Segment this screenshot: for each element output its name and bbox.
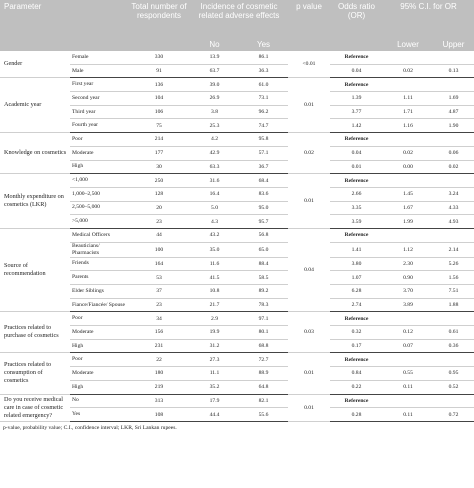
table-row <box>0 160 474 174</box>
category-label: Parents <box>70 271 128 285</box>
ci-lower-cell: 0.90 <box>383 271 433 285</box>
ci-upper-cell <box>433 312 474 326</box>
category-label: Fourth year <box>70 119 128 133</box>
incidence-no-cell: 11.1 <box>190 367 239 381</box>
ci-lower-cell <box>383 51 433 64</box>
ci-upper-cell: 0.52 <box>433 380 474 394</box>
parameter-label: Monthly expenditure on cosmetics (LKR) <box>0 174 70 229</box>
table-row <box>0 326 474 340</box>
odds-ratio-cell: 3.35 <box>330 201 383 215</box>
header-no: No <box>190 37 239 51</box>
respondents-cell: 108 <box>128 408 190 422</box>
p-value-cell: 0.04 <box>288 228 330 311</box>
respondents-cell: 219 <box>128 380 190 394</box>
category-label: Fiance/Fiancée/ Spouse <box>70 298 128 312</box>
ci-lower-cell <box>383 133 433 147</box>
ci-upper-cell: 0.61 <box>433 326 474 340</box>
table-row <box>0 285 474 299</box>
ci-upper-cell: 4.33 <box>433 201 474 215</box>
ci-upper-cell: 0.13 <box>433 64 474 78</box>
ci-lower-cell: 2.30 <box>383 257 433 271</box>
ci-upper-cell: 2.14 <box>433 242 474 257</box>
category-label: High <box>70 160 128 174</box>
table-row <box>0 339 474 353</box>
incidence-no-cell: 27.3 <box>190 353 239 367</box>
category-label: First year <box>70 78 128 92</box>
incidence-yes-cell: 97.1 <box>239 312 288 326</box>
ci-lower-cell: 0.12 <box>383 326 433 340</box>
ci-lower-cell: 1.67 <box>383 201 433 215</box>
incidence-yes-cell: 68.8 <box>239 339 288 353</box>
respondents-cell: 44 <box>128 228 190 242</box>
table-row <box>0 257 474 271</box>
ci-lower-cell <box>383 78 433 92</box>
odds-ratio-cell: Reference <box>330 228 383 242</box>
incidence-no-cell: 4.3 <box>190 215 239 229</box>
parameter-label: Knowledge on cosmetics <box>0 133 70 174</box>
category-label: <1,000 <box>70 174 128 188</box>
table-row <box>0 92 474 106</box>
odds-ratio-cell: Reference <box>330 312 383 326</box>
incidence-yes-cell: 83.6 <box>239 187 288 201</box>
incidence-yes-cell: 64.8 <box>239 380 288 394</box>
table-row <box>0 119 474 133</box>
header-spacer-5 <box>330 37 383 51</box>
category-label: High <box>70 339 128 353</box>
odds-ratio-cell: 0.22 <box>330 380 383 394</box>
ci-upper-cell <box>433 353 474 367</box>
respondents-cell: 330 <box>128 51 190 64</box>
ci-upper-cell: 0.06 <box>433 146 474 160</box>
incidence-no-cell: 17.9 <box>190 394 239 408</box>
header-spacer <box>70 0 128 37</box>
incidence-yes-cell: 80.1 <box>239 326 288 340</box>
header-respondents: Total number of respondents <box>128 0 190 37</box>
odds-ratio-cell: 0.01 <box>330 160 383 174</box>
incidence-yes-cell: 82.1 <box>239 394 288 408</box>
incidence-yes-cell: 95.8 <box>239 133 288 147</box>
incidence-no-cell: 39.0 <box>190 78 239 92</box>
category-label: 2,500–5,000 <box>70 201 128 215</box>
incidence-no-cell: 42.9 <box>190 146 239 160</box>
p-value-cell: 0.01 <box>288 174 330 229</box>
ci-upper-cell: 7.51 <box>433 285 474 299</box>
ci-upper-cell: 0.02 <box>433 160 474 174</box>
header-yes: Yes <box>239 37 288 51</box>
header-spacer-4 <box>288 37 330 51</box>
incidence-no-cell: 31.6 <box>190 174 239 188</box>
incidence-yes-cell: 88.9 <box>239 367 288 381</box>
incidence-no-cell: 26.9 <box>190 92 239 106</box>
incidence-yes-cell: 95.0 <box>239 201 288 215</box>
incidence-yes-cell: 36.7 <box>239 160 288 174</box>
incidence-no-cell: 63.3 <box>190 160 239 174</box>
p-value-cell: <0.01 <box>288 51 330 78</box>
odds-ratio-cell: 3.59 <box>330 215 383 229</box>
category-label: Yes <box>70 408 128 422</box>
table-row <box>0 367 474 381</box>
odds-ratio-cell: Reference <box>330 133 383 147</box>
odds-ratio-cell: 1.41 <box>330 242 383 257</box>
incidence-yes-cell: 55.6 <box>239 408 288 422</box>
p-value-cell: 0.01 <box>288 78 330 133</box>
respondents-cell: 136 <box>128 78 190 92</box>
odds-ratio-cell: Reference <box>330 353 383 367</box>
odds-ratio-cell: 3.80 <box>330 257 383 271</box>
ci-lower-cell: 0.07 <box>383 339 433 353</box>
incidence-no-cell: 3.8 <box>190 105 239 119</box>
incidence-no-cell: 35.2 <box>190 380 239 394</box>
odds-ratio-cell: 1.07 <box>330 271 383 285</box>
incidence-yes-cell: 36.3 <box>239 64 288 78</box>
respondents-cell: 180 <box>128 367 190 381</box>
ci-upper-cell: 0.36 <box>433 339 474 353</box>
incidence-no-cell: 13.9 <box>190 51 239 64</box>
respondents-cell: 30 <box>128 160 190 174</box>
ci-upper-cell <box>433 228 474 242</box>
ci-upper-cell <box>433 78 474 92</box>
respondents-cell: 75 <box>128 119 190 133</box>
incidence-no-cell: 5.0 <box>190 201 239 215</box>
ci-lower-cell: 3.89 <box>383 298 433 312</box>
table-row <box>0 380 474 394</box>
odds-ratio-cell: Reference <box>330 51 383 64</box>
respondents-cell: 53 <box>128 271 190 285</box>
header-spacer-2 <box>70 37 128 51</box>
ci-upper-cell: 0.95 <box>433 367 474 381</box>
table-row <box>0 51 474 64</box>
incidence-yes-cell: 74.7 <box>239 119 288 133</box>
odds-ratio-cell: Reference <box>330 174 383 188</box>
ci-lower-cell: 0.02 <box>383 64 433 78</box>
respondents-cell: 156 <box>128 326 190 340</box>
ci-upper-cell: 5.26 <box>433 257 474 271</box>
category-label: Elder Siblings <box>70 285 128 299</box>
incidence-no-cell: 11.6 <box>190 257 239 271</box>
ci-lower-cell <box>383 228 433 242</box>
ci-lower-cell: 0.11 <box>383 380 433 394</box>
ci-upper-cell <box>433 394 474 408</box>
incidence-no-cell: 35.0 <box>190 242 239 257</box>
table-row <box>0 312 474 326</box>
header-odds-ratio: Odds ratio (OR) <box>330 0 383 37</box>
table-row <box>0 408 474 422</box>
incidence-no-cell: 41.5 <box>190 271 239 285</box>
incidence-yes-cell: 56.8 <box>239 228 288 242</box>
ci-upper-cell: 1.90 <box>433 119 474 133</box>
odds-ratio-cell: 2.66 <box>330 187 383 201</box>
odds-ratio-cell: 6.28 <box>330 285 383 299</box>
incidence-no-cell: 16.4 <box>190 187 239 201</box>
respondents-cell: 37 <box>128 285 190 299</box>
header-p-value: p value <box>288 0 330 37</box>
category-label: Medical Officers <box>70 228 128 242</box>
category-label: >5,000 <box>70 215 128 229</box>
category-label: Male <box>70 64 128 78</box>
incidence-no-cell: 43.2 <box>190 228 239 242</box>
category-label: High <box>70 380 128 394</box>
header-parameter: Parameter <box>0 0 70 51</box>
odds-ratio-cell: Reference <box>330 78 383 92</box>
incidence-yes-cell: 61.0 <box>239 78 288 92</box>
table-row <box>0 64 474 78</box>
parameter-label: Academic year <box>0 78 70 133</box>
ci-lower-cell: 0.00 <box>383 160 433 174</box>
table-row <box>0 201 474 215</box>
table-row <box>0 146 474 160</box>
incidence-no-cell: 63.7 <box>190 64 239 78</box>
category-label: Poor <box>70 133 128 147</box>
respondents-cell: 231 <box>128 339 190 353</box>
table-row <box>0 353 474 367</box>
parameter-label: Gender <box>0 51 70 78</box>
ci-upper-cell <box>433 174 474 188</box>
p-value-cell: 0.03 <box>288 312 330 353</box>
header-ci: 95% C.I. for OR <box>383 0 474 37</box>
parameter-label: Do you receive medical care in case of cosmetic related emergency? <box>0 394 70 421</box>
incidence-yes-cell: 73.1 <box>239 92 288 106</box>
table-row <box>0 271 474 285</box>
ci-upper-cell: 3.24 <box>433 187 474 201</box>
odds-ratio-cell: 0.04 <box>330 146 383 160</box>
incidence-no-cell: 19.9 <box>190 326 239 340</box>
respondents-cell: 106 <box>128 105 190 119</box>
incidence-yes-cell: 88.4 <box>239 257 288 271</box>
category-label: 1,000–2,500 <box>70 187 128 201</box>
ci-upper-cell <box>433 51 474 64</box>
incidence-yes-cell: 95.7 <box>239 215 288 229</box>
category-label: Beauticians/ Pharmacists <box>70 242 128 257</box>
ci-lower-cell: 3.70 <box>383 285 433 299</box>
respondents-cell: 128 <box>128 187 190 201</box>
p-value-cell: 0.02 <box>288 133 330 174</box>
table-row <box>0 215 474 229</box>
respondents-cell: 104 <box>128 92 190 106</box>
ci-lower-cell <box>383 312 433 326</box>
respondents-cell: 164 <box>128 257 190 271</box>
table-row <box>0 105 474 119</box>
table-row <box>0 78 474 92</box>
header-incidence: Incidence of cosmetic related adverse effects <box>190 0 288 37</box>
ci-upper-cell: 4.93 <box>433 215 474 229</box>
incidence-yes-cell: 72.7 <box>239 353 288 367</box>
table-row <box>0 394 474 408</box>
odds-ratio-cell: Reference <box>330 394 383 408</box>
incidence-yes-cell: 86.1 <box>239 51 288 64</box>
ci-lower-cell: 1.99 <box>383 215 433 229</box>
header-spacer-3 <box>128 37 190 51</box>
incidence-yes-cell: 78.3 <box>239 298 288 312</box>
ci-lower-cell: 1.11 <box>383 92 433 106</box>
ci-lower-cell <box>383 394 433 408</box>
odds-ratio-cell: 0.28 <box>330 408 383 422</box>
ci-upper-cell: 1.56 <box>433 271 474 285</box>
table-footnote: p-value, probability value; C.I., confidence interval; LKR, Sri Lankan rupees. <box>3 424 177 431</box>
ci-lower-cell: 0.11 <box>383 408 433 422</box>
category-label: Third year <box>70 105 128 119</box>
incidence-yes-cell: 96.2 <box>239 105 288 119</box>
respondents-cell: 214 <box>128 133 190 147</box>
category-label: Second year <box>70 92 128 106</box>
odds-ratio-cell: 1.42 <box>330 119 383 133</box>
table-row <box>0 298 474 312</box>
odds-ratio-cell: 2.74 <box>330 298 383 312</box>
respondents-cell: 23 <box>128 298 190 312</box>
ci-lower-cell <box>383 174 433 188</box>
respondents-cell: 313 <box>128 394 190 408</box>
incidence-yes-cell: 89.2 <box>239 285 288 299</box>
incidence-yes-cell: 68.4 <box>239 174 288 188</box>
ci-lower-cell: 1.71 <box>383 105 433 119</box>
respondents-cell: 177 <box>128 146 190 160</box>
incidence-no-cell: 21.7 <box>190 298 239 312</box>
ci-upper-cell: 1.69 <box>433 92 474 106</box>
ci-upper-cell: 4.87 <box>433 105 474 119</box>
incidence-yes-cell: 57.1 <box>239 146 288 160</box>
incidence-no-cell: 44.4 <box>190 408 239 422</box>
ci-upper-cell <box>433 133 474 147</box>
respondents-cell: 34 <box>128 312 190 326</box>
ci-upper-cell: 1.88 <box>433 298 474 312</box>
incidence-no-cell: 25.3 <box>190 119 239 133</box>
ci-lower-cell: 0.02 <box>383 146 433 160</box>
respondents-cell: 22 <box>128 353 190 367</box>
header-upper: Upper <box>433 37 474 51</box>
ci-lower-cell: 1.16 <box>383 119 433 133</box>
category-label: Poor <box>70 312 128 326</box>
table-row <box>0 174 474 188</box>
category-label: No <box>70 394 128 408</box>
odds-ratio-cell: 0.32 <box>330 326 383 340</box>
incidence-no-cell: 4.2 <box>190 133 239 147</box>
table-row <box>0 187 474 201</box>
incidence-yes-cell: 65.0 <box>239 242 288 257</box>
respondents-cell: 23 <box>128 215 190 229</box>
parameter-label: Source of recommendation <box>0 228 70 311</box>
ci-lower-cell <box>383 353 433 367</box>
table-row <box>0 242 474 257</box>
parameter-label: Practices related to purchase of cosmetics <box>0 312 70 353</box>
odds-ratio-cell: 0.84 <box>330 367 383 381</box>
ci-upper-cell: 0.72 <box>433 408 474 422</box>
odds-ratio-cell: 3.77 <box>330 105 383 119</box>
respondents-cell: 100 <box>128 242 190 257</box>
category-label: Moderate <box>70 367 128 381</box>
odds-ratio-cell: 0.04 <box>330 64 383 78</box>
incidence-no-cell: 10.8 <box>190 285 239 299</box>
category-label: Female <box>70 51 128 64</box>
odds-ratio-cell: 1.39 <box>330 92 383 106</box>
table-row <box>0 228 474 242</box>
incidence-no-cell: 31.2 <box>190 339 239 353</box>
ci-lower-cell: 1.12 <box>383 242 433 257</box>
ci-lower-cell: 0.55 <box>383 367 433 381</box>
parameter-label: Practices related to consumption of cosmetics <box>0 353 70 394</box>
ci-lower-cell: 1.45 <box>383 187 433 201</box>
header-lower: Lower <box>383 37 433 51</box>
respondents-cell: 20 <box>128 201 190 215</box>
category-label: Moderate <box>70 326 128 340</box>
p-value-cell: 0.01 <box>288 394 330 421</box>
table-row <box>0 133 474 147</box>
category-label: Friends <box>70 257 128 271</box>
category-label: Poor <box>70 353 128 367</box>
respondents-cell: 91 <box>128 64 190 78</box>
incidence-yes-cell: 58.5 <box>239 271 288 285</box>
category-label: Moderate <box>70 146 128 160</box>
p-value-cell: 0.01 <box>288 353 330 394</box>
odds-ratio-cell: 0.17 <box>330 339 383 353</box>
respondents-cell: 250 <box>128 174 190 188</box>
incidence-no-cell: 2.9 <box>190 312 239 326</box>
